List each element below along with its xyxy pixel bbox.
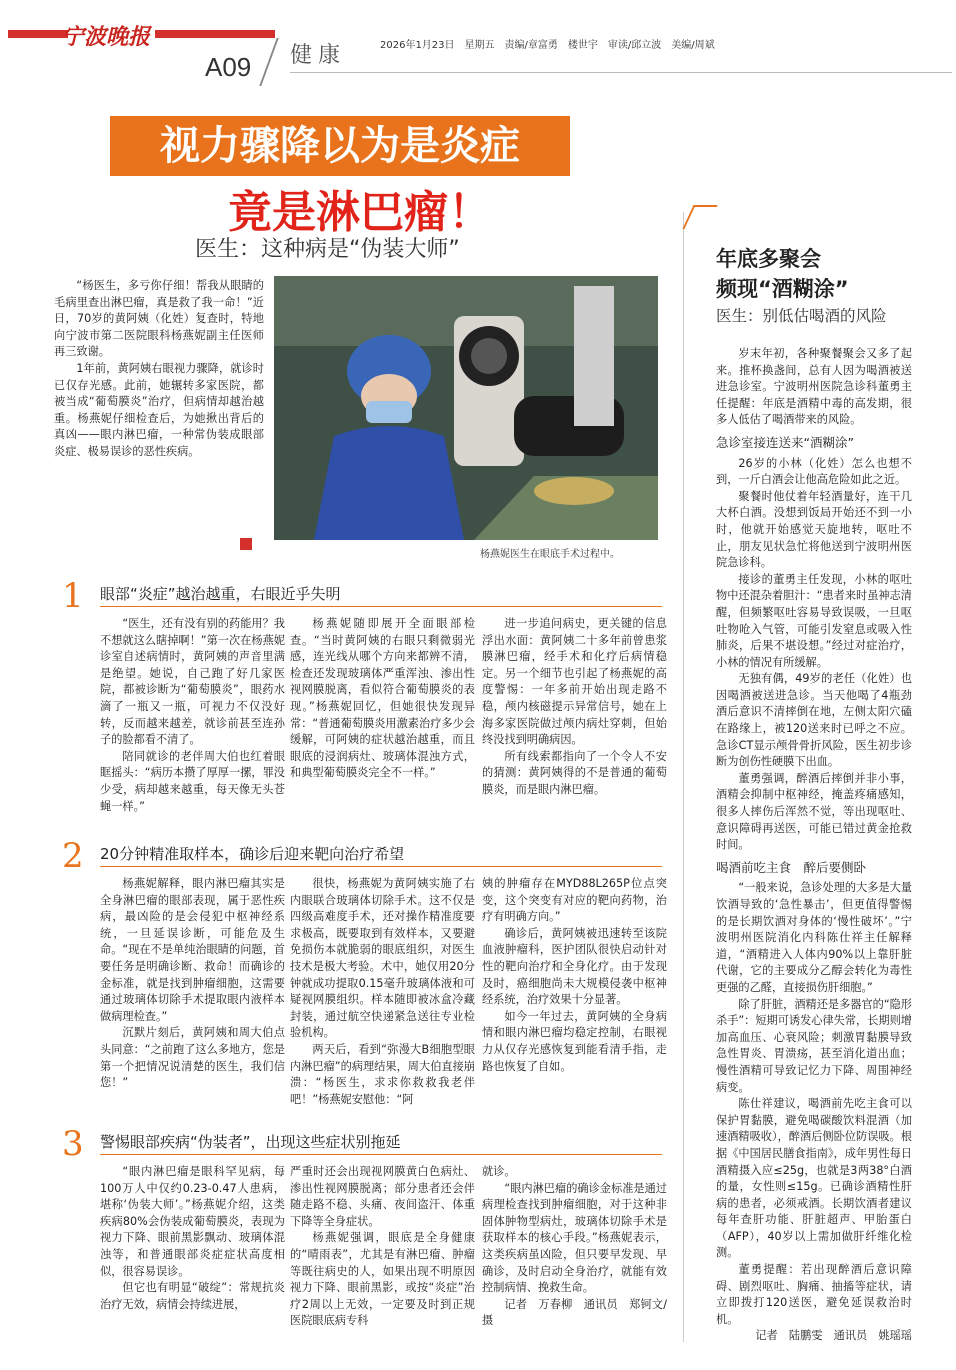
paragraph: 沉默片刻后，黄阿姨和周大伯点头同意：“之前跑了这么多地方，您是第一个把情况说清楚的医生，我们信您！” bbox=[100, 1026, 285, 1090]
paragraph: 姨的肿瘤存在MYD88L265P位点突变，这个突变有对应的靶向药物，治疗有明确方向。” bbox=[482, 877, 667, 924]
paragraph: 董勇强调，醉酒后摔倒并非小事，酒精会抑制中枢神经，掩盖疼痛感知，很多人摔伤后浑然不觉，等出现呕吐、意识障碍再送医，可能已错过黄金抢救时间。 bbox=[716, 771, 912, 852]
sidebar-corner-mark bbox=[682, 205, 717, 229]
section-2-col3 bbox=[482, 876, 667, 1075]
masthead-bar-left bbox=[8, 30, 68, 38]
section-3-rule bbox=[100, 1154, 662, 1155]
section-3-col2 bbox=[290, 1164, 475, 1330]
section-2-col1 bbox=[100, 876, 285, 1092]
paragraph: “眼内淋巴瘤的确诊金标准是通过病理检查找到肿瘤细胞，对于这种非固体肿物型病灶，玻璃体切除手术是获取样本的核心手段。”杨燕妮表示，这类疾病虽凶险，但只要早发现、早确诊，及时启动全身治疗，就能有效控制病情、挽救生命。 bbox=[482, 1181, 667, 1295]
newspaper-logo: 宁波晚报 bbox=[62, 24, 151, 50]
paragraph: 26岁的小林（化姓）怎么也想不到，一斤白酒会让他高危险如此之近。 bbox=[716, 456, 912, 487]
paragraph: 两天后，看到“弥漫大B细胞型眼内淋巴瘤”的病理结果，周大伯直接崩溃：“杨医生，求求你救救我老伴吧！”杨燕妮安慰他：“阿 bbox=[290, 1042, 475, 1106]
sidebar-title-line1: 年底多聚会 bbox=[716, 247, 821, 271]
paragraph: 杨燕妮强调，眼底是全身健康的“晴雨表”，尤其是有淋巴瘤、肿瘤等既往病史的人，如果出现不明原因视力下降、眼前黑影，或按“炎症”治疗2周以上无效，一定要及时到正规医院眼底病专科 bbox=[290, 1231, 475, 1328]
sidebar-title-line2: 频现“酒糊涂” bbox=[716, 277, 849, 301]
paragraph: 聚餐时他仗着年轻酒量好，连干几大杯白酒。没想到饭局开始还不到一小时，他就开始感觉天旋地转，呕吐不止，朋友见状急忙将他送到宁波明州医院急诊科。 bbox=[716, 489, 912, 570]
paragraph: 岁末年初，各种聚餐聚会又多了起来。推杯换盏间，总有人因为喝酒被送进急诊室。宁波明州医院急诊科董勇主任提醒：年底是酒精中毒的高发期，很多人低估了喝酒带来的风险。 bbox=[716, 347, 912, 427]
section-3-number: 3 bbox=[62, 1124, 84, 1164]
paragraph: “眼内淋巴瘤是眼科罕见病，每100万人中仅约0.23-0.47人患病，堪称‘伪装大师’。”杨燕妮介绍，这类疾病80%会伪装成葡萄膜炎，表现为视力下降、眼前黑影飘动、玻璃体混浊等，和普通眼部炎症症状高度相似，很容易误诊。 bbox=[100, 1165, 285, 1278]
section-2-rule bbox=[100, 866, 662, 867]
headline-line2: 竟是淋巴瘤！ bbox=[228, 187, 492, 238]
section-2-heading: 20分钟精准取样本，确诊后迎来靶向治疗希望 bbox=[100, 845, 405, 863]
section-3-col3 bbox=[482, 1164, 667, 1330]
intro-paragraph: “杨医生，多亏你仔细！帮我从眼睛的毛病里查出淋巴瘤，真是救了我一命！”近日，70岁的黄阿姨（化姓）复查时，特地向宁波市第二医院眼科杨燕妮副主任医师再三致谢。 bbox=[54, 279, 264, 359]
sidebar-subhead-1: 急诊室接连送来“酒糊涂” bbox=[716, 434, 854, 450]
section-name: 健康 bbox=[290, 43, 347, 68]
paragraph: “一般来说，急诊处理的大多是大量饮酒导致的‘急性暴击’，但更值得警惕的是长期饮酒对身体的‘慢性破坏’。”宁波明州医院消化内科陈仕祥主任解释道，“酒精进入人体内90%以上靠肝脏代谢，它的主要成分乙醇会转化为毒性更强的乙醛，直接损伤肝细胞。” bbox=[716, 881, 912, 994]
headline-line1: 视力骤降以为是炎症 bbox=[160, 122, 520, 169]
paragraph: 很快，杨燕妮为黄阿姨实施了右内眼联合玻璃体切除手术。这不仅是四级高难度手术，还对操作精准度要求极高，既要取到有效样本，又要避免损伤本就脆弱的眼底组织，对医生技术是极大考验。术中，她仅用20分钟就成功提取0.15毫升玻璃体液和可疑视网膜组织。样本随即被冰盒冷藏封装，通过航空快递紧急送往专业检验机构。 bbox=[290, 877, 475, 1040]
section-1-rule bbox=[100, 606, 662, 607]
sidebar-title bbox=[716, 244, 849, 304]
paragraph: 就诊。 bbox=[482, 1165, 516, 1178]
intro-paragraph: 1年前，黄阿姨右眼视力骤降，就诊时已仅存光感。此前，她辗转多家医院，都被当成“葡萄膜炎”治疗，但病情却越治越重。杨燕妮仔细检查后，为她揪出背后的真凶——眼内淋巴瘤，一种常伪装成眼部炎症、极易误诊的恶性疾病。 bbox=[54, 361, 264, 458]
masthead-bar-right bbox=[155, 30, 275, 38]
paragraph: 陈仕祥建议，喝酒前先吃主食可以保护胃黏膜，避免喝碳酸饮料混酒（加速酒精吸收），醉酒后侧卧位防误吸。根据《中国居民膳食指南》，成年男性每日酒精摄入应≤25g，也就是3两38°白酒的量，女性则≤15g。已确诊酒精性肝病的患者，必须戒酒。长期饮酒者建议每年查肝功能、肝脏超声、甲胎蛋白（AFP），40岁以上需加做肝纤维化检测。 bbox=[716, 1097, 912, 1260]
paragraph: 但它也有明显“破绽”：常规抗炎治疗无效，病情会持续进展， bbox=[100, 1281, 285, 1311]
section-1-col1 bbox=[100, 616, 285, 815]
section-2-col2 bbox=[290, 876, 475, 1108]
paragraph: 严重时还会出现视网膜黄白色病灶、渗出性视网膜脱离；部分患者还会伴随走路不稳、头痛、夜间盗汗、体重下降等全身症状。 bbox=[290, 1165, 475, 1228]
sidebar-subtitle: 医生：别低估喝酒的风险 bbox=[716, 307, 887, 325]
header-divider bbox=[259, 38, 278, 86]
section-1-col2 bbox=[290, 616, 475, 782]
paragraph: 确诊后，黄阿姨被迅速转至该院血液肿瘤科，医护团队很快启动针对性的靶向治疗和全身化疗。由于发现及时，癌细胞尚未大规模侵袭中枢神经系统，治疗效果十分显著。 bbox=[482, 926, 667, 1007]
paragraph: 董勇提醒：若出现醉酒后意识障碍、剧烈呕吐、胸痛、抽搐等症状，请立即拨打120送医，避免延误救治时机。 bbox=[716, 1263, 912, 1326]
sidebar-divider bbox=[683, 212, 684, 1342]
section-1-col3 bbox=[482, 616, 667, 799]
paragraph: “医生，还有没有别的药能用？我不想就这么瞎掉啊！”第一次在杨燕妮诊室自述病情时，黄阿姨的声音里满是绝望。她说，自己跑了好几家医院，都被诊断为“葡萄膜炎”，眼药水滴了一瓶又一瓶，可视力不仅没好转，反而越来越差，就诊前甚至连孙子的脸都看不清了。 bbox=[100, 617, 285, 747]
section-2-number: 2 bbox=[62, 836, 84, 876]
section-1-number: 1 bbox=[62, 576, 84, 616]
paragraph: 无独有偶，49岁的老任（化姓）也因喝酒被送进急诊。当天他喝了4瓶劲酒后意识不清摔倒在地，左侧太阳穴磕在路缘上，被120送来时已呼之不应。急诊CT显示颅骨骨折风险，医生初步诊断为创伤性硬膜下出血。 bbox=[716, 672, 912, 769]
paragraph: 进一步追问病史，更关键的信息浮出水面：黄阿姨二十多年前曾患浆膜淋巴瘤，经手术和化疗后病情稳定。另一个细节也引起了杨燕妮的高度警惕：一年多前开始出现走路不稳，颅内核磁提示异常信号，她在上海多家医院做过颅内病灶穿刺，但始终没找到明确病因。 bbox=[482, 617, 667, 747]
sidebar-credit: 记者 陆鹏雯 通讯员 姚瑶瑶 bbox=[755, 1329, 912, 1343]
paragraph: 杨燕妮随即展开全面眼部检查。“当时黄阿姨的右眼只剩微弱光感，连光线从哪个方向来都辨不清，检查还发现玻璃体严重浑浊、渗出性视网膜脱离，看似符合葡萄膜炎的表现。”杨燕妮回忆，但她很快发现异常：“普通葡萄膜炎用激素治疗多少会缓解，可阿姨的症状越治越重，而且眼底的浸润病灶、玻璃体混浊方式，和典型葡萄膜炎完全不一样。” bbox=[290, 617, 475, 780]
section-3-col1 bbox=[100, 1164, 285, 1313]
paragraph: 陪同就诊的老伴周大伯也红着眼眶摇头：“病历本攒了厚厚一摞，罪没少受，病却越来越重，每天像无头苍蝇一样。” bbox=[100, 749, 285, 813]
paragraph: 所有线索都指向了一个令人不安的猜测：黄阿姨得的不是普通的葡萄膜炎，而是眼内淋巴瘤。 bbox=[482, 749, 667, 796]
surgery-illustration bbox=[274, 276, 658, 540]
intro-text bbox=[54, 278, 264, 461]
sidebar-body bbox=[716, 346, 912, 1345]
paragraph: 如今一年过去，黄阿姨的全身病情和眼内淋巴瘤均稳定控制，右眼视力从仅存光感恢复到能看清手指，走路也恢复了自如。 bbox=[482, 1009, 667, 1073]
byline: 记者 万春柳 通讯员 郑钶文/摄 bbox=[482, 1297, 667, 1328]
paragraph: 杨燕妮解释，眼内淋巴瘤其实是全身淋巴瘤的眼部表现，属于恶性疾病，最凶险的是会侵犯中枢神经系统，一旦延误诊断，可能危及生命。“现在不是单纯治眼睛的问题，首要任务是明确诊断、救命！而确诊的金标准，就是找到肿瘤细胞，这需要通过玻璃体切除手术提取眼内液样本做病理检查。” bbox=[100, 877, 285, 1023]
sidebar-subhead-2: 喝酒前吃主食 醉后要侧卧 bbox=[716, 859, 867, 875]
dateline: 2026年1月23日 星期五 责编/章富勇 楼世宇 审读/邱立波 美编/周斌 bbox=[380, 40, 715, 51]
page-number: A09 bbox=[205, 52, 252, 82]
photo-caption: 杨燕妮医生在眼底手术过程中。 bbox=[480, 549, 620, 560]
section-3-heading: 警惕眼部疾病“伪装者”，出现这些症状别拖延 bbox=[100, 1133, 401, 1151]
paragraph: 接诊的董勇主任发现，小林的呕吐物中还混杂着胆汁：“患者来时虽神志清醒，但频繁呕吐容易导致误吸，一旦呕吐物呛入气管，可能引发窒息或吸入性肺炎，后果不堪设想。”经过对症治疗，小林的情况有所缓解。 bbox=[716, 572, 912, 669]
headline-subtitle: 医生：这种病是“伪装大师” bbox=[195, 237, 460, 262]
header-rule bbox=[290, 72, 952, 73]
photo-corner-mark bbox=[240, 538, 252, 550]
paragraph: 除了肝脏，酒精还是多器官的“隐形杀手”：短期可诱发心律失常，长期则增加高血压、心衰风险；刺激胃黏膜导致急性胃炎、胃溃疡，甚至消化道出血；慢性酒精可导致记忆力下降、周围神经病变。 bbox=[716, 997, 912, 1094]
surgery-photo bbox=[274, 276, 658, 540]
section-1-heading: 眼部“炎症”越治越重，右眼近乎失明 bbox=[100, 585, 341, 603]
